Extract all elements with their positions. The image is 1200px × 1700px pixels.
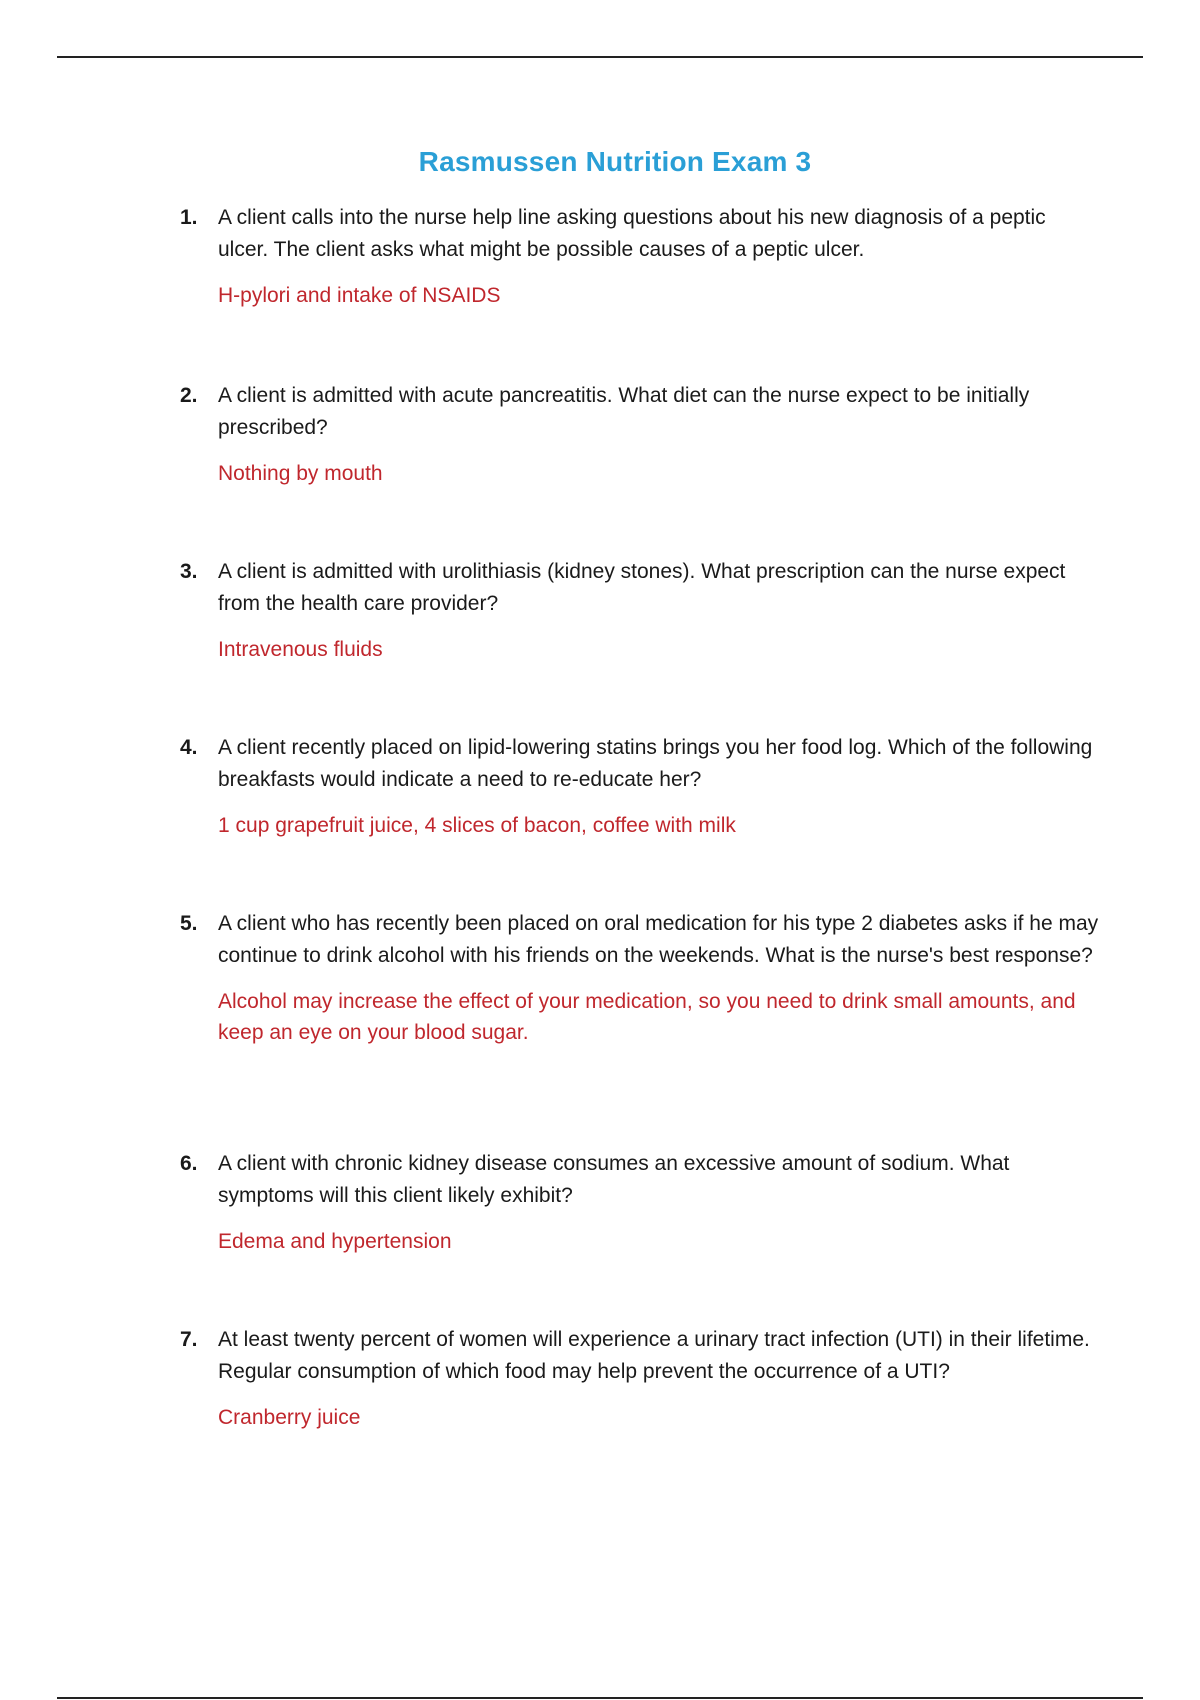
answer-text: H-pylori and intake of NSAIDS [218,284,501,307]
bottom-divider [57,1697,1143,1699]
top-divider [57,56,1143,58]
question-item-6 [180,1148,1100,1257]
question-text: A client is admitted with acute pancreatitis. What diet can the nurse expect to be initially prescribed? [218,384,1030,439]
answer-text: Alcohol may increase the effect of your medication, so you need to drink small amounts, and keep an eye on your blood sugar. [218,990,1076,1044]
answer-text: Intravenous fluids [218,638,383,661]
question-number: 3. [180,560,198,583]
question-text: A client who has recently been placed on oral medication for his type 2 diabetes asks if he may continue to drink alcohol with his friends on the weekends. What is the nurse's best response? [218,912,1099,967]
question-text: At least twenty percent of women will experience a urinary tract infection (UTI) in their lifetime. Regular consumption of which food may help prevent the occurrence of a UTI? [218,1328,1090,1383]
answer-text: Edema and hypertension [218,1230,452,1253]
question-item-7 [180,1324,1100,1433]
answer-text: 1 cup grapefruit juice, 4 slices of bacon, coffee with milk [218,814,736,837]
question-text: A client recently placed on lipid-lowering statins brings you her food log. Which of the following breakfasts would indicate a need to re-educate her? [218,736,1093,791]
document-title: Rasmussen Nutrition Exam 3 [418,146,812,177]
question-item-2 [180,380,1100,489]
question-number: 6. [180,1152,198,1175]
answer-text: Nothing by mouth [218,462,383,485]
question-number: 5. [180,912,198,935]
question-number: 1. [180,206,198,229]
question-item-4 [180,732,1100,841]
answer-text: Cranberry juice [218,1406,361,1429]
question-item-5 [180,908,1100,1048]
question-item-1 [180,202,1100,311]
question-text: A client calls into the nurse help line asking questions about his new diagnosis of a peptic ulcer. The client asks what might be possible causes of a peptic ulcer. [218,206,1046,261]
question-number: 4. [180,736,198,759]
question-number: 7. [180,1328,198,1351]
question-number: 2. [180,384,198,407]
question-text: A client with chronic kidney disease consumes an excessive amount of sodium. What symptoms will this client likely exhibit? [218,1152,1010,1207]
question-item-3 [180,556,1100,665]
question-text: A client is admitted with urolithiasis (kidney stones). What prescription can the nurse expect from the health care provider? [218,560,1066,615]
